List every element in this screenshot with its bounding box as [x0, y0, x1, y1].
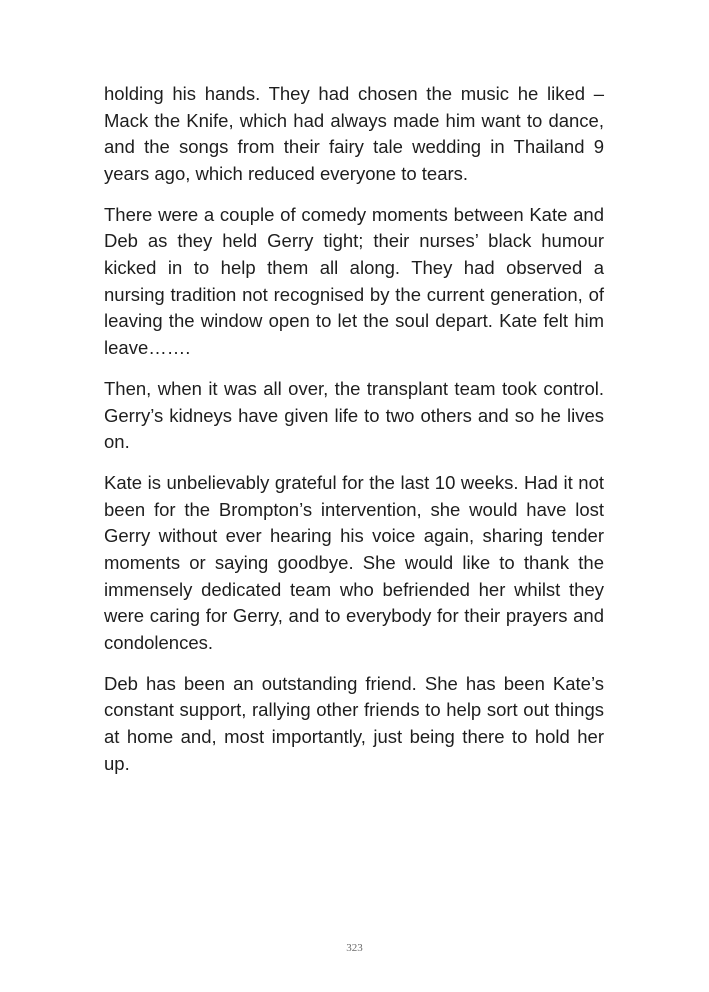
body-text [104, 81, 604, 792]
paragraph-2: There were a couple of comedy moments between Kate and Deb as they held Gerry tight; their nurses’ black humour kicked in to help them all along. They had observed a nursing tradition not recognised by the current generation, of leaving the window open to let the soul depart. Kate felt him leave……. [104, 203, 604, 358]
paragraph-3: Then, when it was all over, the transplant team took control. Gerry’s kidneys have given life to two others and so he lives on. [104, 377, 604, 453]
paragraph-5: Deb has been an outstanding friend. She has been Kate’s constant support, rallying other friends to help sort out things at home and, most importantly, just being there to hold her up. [104, 672, 604, 774]
page-number: 323 [346, 942, 363, 954]
paragraph-1: holding his hands. They had chosen the music he liked – Mack the Knife, which had always made him want to dance, and the songs from their fairy tale wedding in Thailand 9 years ago, which reduced everyone to tears. [104, 83, 604, 184]
paragraph-4: Kate is unbelievably grateful for the last 10 weeks. Had it not been for the Brompton’s intervention, she would have lost Gerry without ever hearing his voice again, sharing tender moments or saying goodbye. She would like to thank the immensely dedicated team who befriended her whilst they were caring for Gerry, and to everybody for their prayers and condolences. [104, 472, 604, 653]
